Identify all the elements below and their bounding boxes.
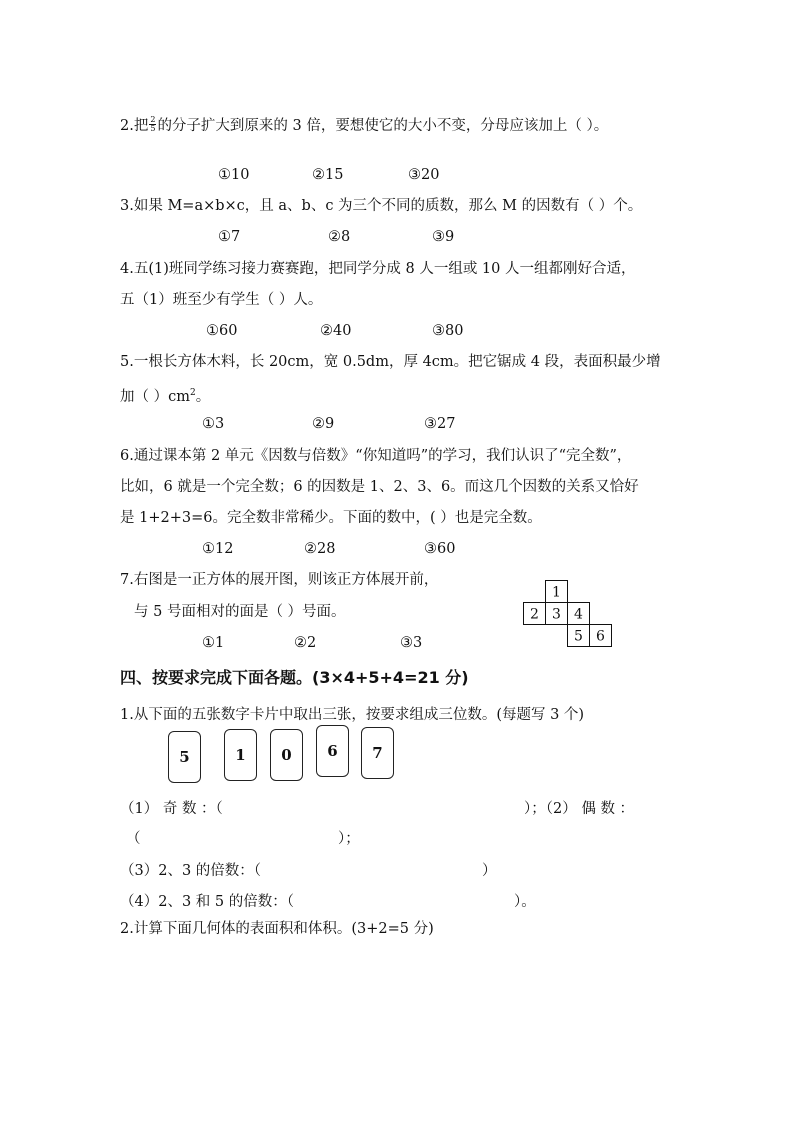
fraction-numerator: 2: [150, 114, 156, 124]
q4-option-2: ②40: [320, 323, 352, 339]
q2-option-1: ①10: [218, 167, 250, 183]
odd-numbers-label: （1） 奇 数 ：（: [120, 801, 223, 817]
question-6-line-3: 是 1+2+3=6。完全数非常稀少。下面的数中，( ）也是完全数。: [120, 510, 542, 526]
question-7-line-1: 7.右图是一正方体的展开图，则该正方体展开前，: [120, 572, 439, 588]
fraction: [149, 116, 156, 133]
number-card-6: 6: [316, 725, 349, 777]
q2-option-3: ③20: [408, 167, 440, 183]
question-5-line-2-text: 加（ ）cm: [120, 388, 190, 405]
cube-net-diagram: [522, 580, 616, 648]
question-6-line-2: 比如，6 就是一个完全数；6 的因数是 1、2、3、6。而这几个因数的关系又恰好: [120, 479, 639, 495]
even-numbers-close-paren: ）；: [338, 831, 360, 847]
question-4-line-1: 4.五(1)班同学练习接力赛赛跑，把同学分成 8 人一组或 10 人一组都刚好合适，: [120, 261, 636, 277]
q7-option-1: ①1: [202, 635, 225, 651]
number-card-1: 1: [224, 729, 257, 781]
section-4-question-1: 1.从下面的五张数字卡片中取出三张，按要求组成三位数。(每题写 3 个): [120, 707, 585, 723]
multiples-of-2-3-label: （3）2、3 的倍数：（: [120, 863, 262, 879]
question-2: [120, 116, 608, 136]
number-card-7: 7: [361, 727, 394, 779]
q3-option-2: ②8: [328, 229, 351, 245]
question-5-line-1: 5.一根长方体木料，长 20cm，宽 0.5dm，厚 4cm。把它锯成 4 段，表面积最少增: [120, 354, 661, 370]
question-5-line-2-end: 。: [195, 388, 211, 405]
multiples-of-2-3-5-label: （4）2、3 和 5 的倍数：（: [120, 894, 294, 910]
number-card-0: 0: [270, 729, 303, 781]
question-2-prefix: 2.把: [120, 118, 149, 134]
q4-option-3: ③80: [432, 323, 464, 339]
question-5-line-2: [120, 383, 210, 407]
section-4-heading: 四、按要求完成下面各题。(3×4+5+4=21 分): [120, 668, 469, 687]
superscript: 2: [189, 388, 196, 398]
question-6-line-1: 6.通过课本第 2 单元《因数与倍数》“你知道吗”的学习，我们认识了“完全数”，: [120, 448, 632, 464]
question-2-text: 的分子扩大到原来的 3 倍，要想使它的大小不变，分母应该加上（ ）。: [157, 118, 609, 134]
q6-option-2: ②28: [304, 541, 336, 557]
even-numbers-open-paren: （: [126, 831, 141, 847]
q5-option-3: ③27: [424, 416, 456, 432]
q7-option-2: ②2: [294, 635, 317, 651]
number-card-5: 5: [168, 731, 201, 783]
q3-option-1: ①7: [218, 229, 241, 245]
q5-option-2: ②9: [312, 416, 335, 432]
q6-option-3: ③60: [424, 541, 456, 557]
net-face-4-label: 4: [574, 606, 583, 623]
q5-option-1: ①3: [202, 416, 225, 432]
net-face-5-label: 5: [574, 628, 583, 645]
q6-option-1: ①12: [202, 541, 234, 557]
question-4-line-2: 五（1）班至少有学生（ ）人。: [120, 292, 323, 308]
fraction-denominator: 5: [150, 123, 156, 133]
question-7-line-2: 与 5 号面相对的面是（ ）号面。: [134, 604, 346, 620]
even-numbers-label: ）；（2） 偶 数 ：: [524, 801, 635, 817]
multiples-of-2-3-close: ）: [482, 863, 497, 879]
net-face-3-label: 3: [552, 606, 561, 623]
net-face-1-label: 1: [552, 584, 561, 601]
question-3: 3.如果 M=a×b×c，且 a、b、c 为三个不同的质数，那么 M 的因数有（ ）个。: [120, 198, 643, 214]
section-4-question-2: 2.计算下面几何体的表面积和体积。(3+2=5 分): [120, 921, 434, 937]
q3-option-3: ③9: [432, 229, 455, 245]
q4-option-1: ①60: [206, 323, 238, 339]
net-face-2-label: 2: [530, 606, 539, 623]
q2-option-2: ②15: [312, 167, 344, 183]
q7-option-3: ③3: [400, 635, 423, 651]
net-face-6-label: 6: [596, 628, 605, 645]
multiples-of-2-3-5-close: ）。: [514, 894, 536, 910]
